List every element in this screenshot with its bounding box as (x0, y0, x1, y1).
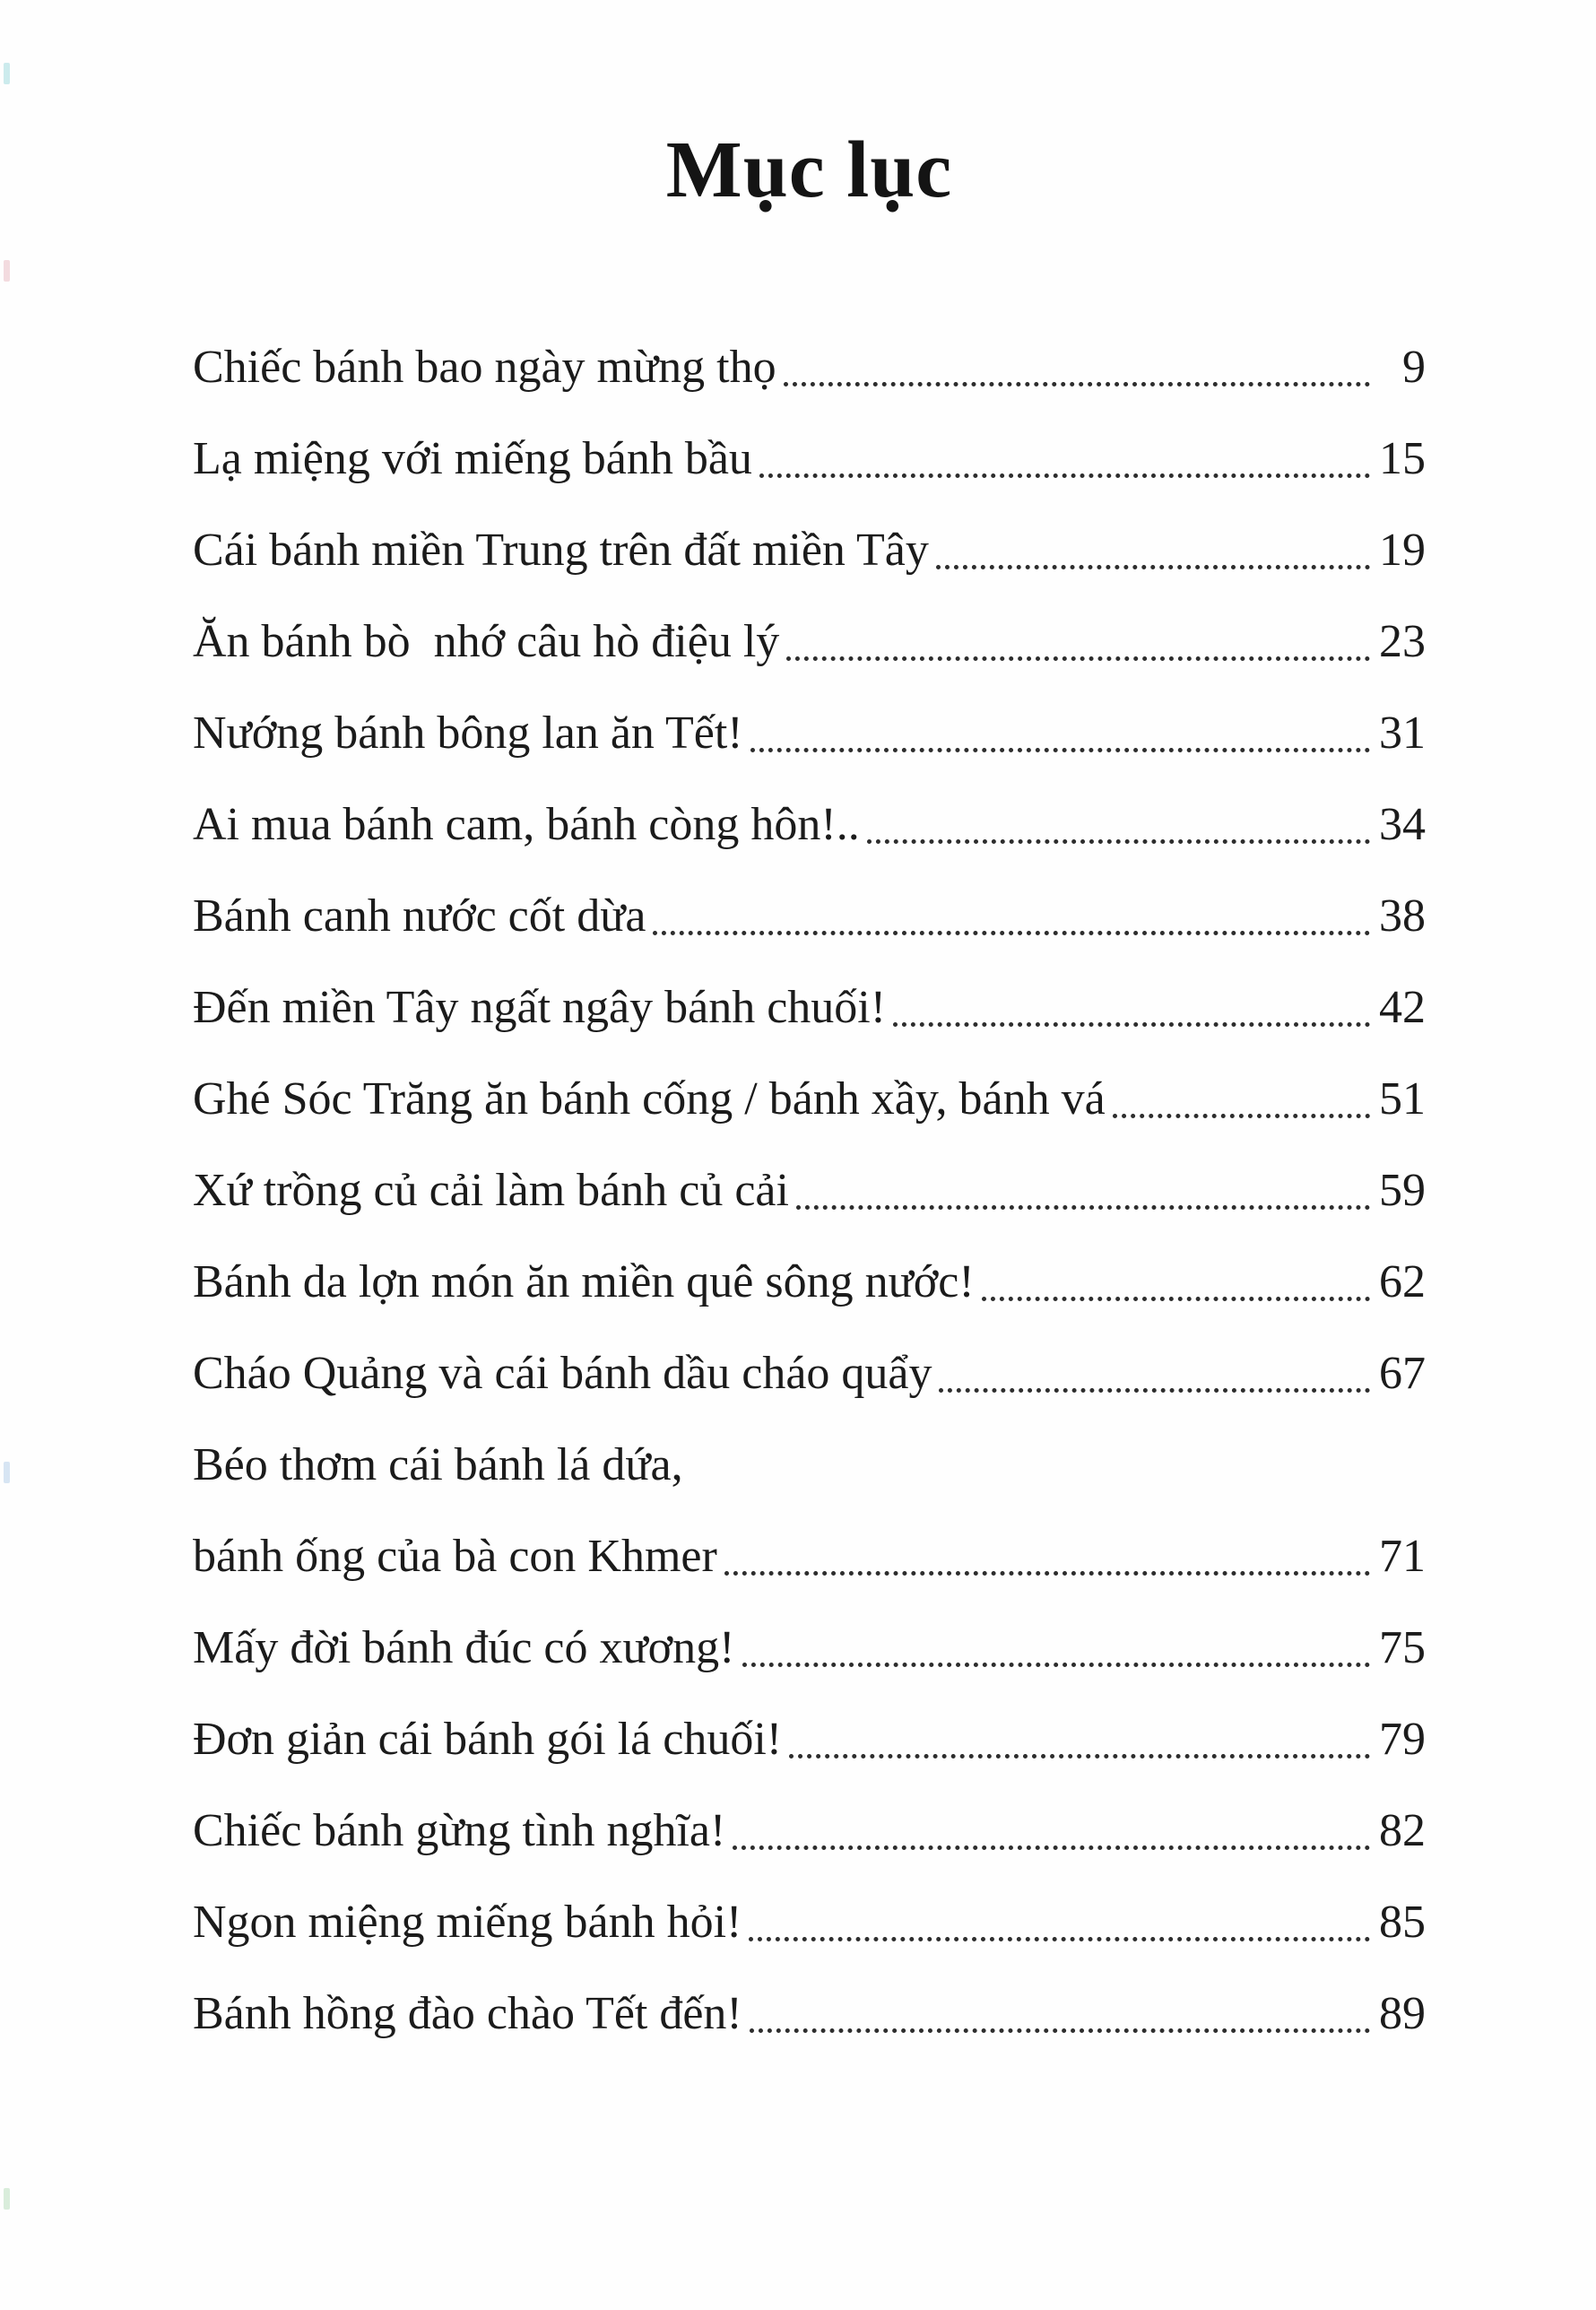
entry-label: Xứ trồng củ cải làm bánh củ cải (193, 1165, 789, 1216)
dot-leader (796, 1205, 1370, 1210)
toc-entry-line (193, 1145, 1426, 1237)
toc-entry-line (193, 322, 1426, 413)
toc-list (193, 322, 1426, 2060)
entry-label: Béo thơm cái bánh lá dứa, (193, 1439, 683, 1490)
dot-leader (982, 1297, 1370, 1301)
entry-label: Mấy đời bánh đúc có xương! (193, 1622, 735, 1673)
toc-entry-line (193, 1237, 1426, 1328)
scan-artifact (4, 63, 10, 84)
toc-entry (193, 779, 1426, 871)
toc-entry-line (193, 1968, 1426, 2060)
toc-entry (193, 322, 1426, 413)
toc-entry-line (193, 1420, 1426, 1511)
page-number: 82 (1379, 1805, 1426, 1856)
page-number: 89 (1379, 1988, 1426, 2039)
dot-leader (653, 931, 1370, 935)
toc-entry (193, 1877, 1426, 1968)
dot-leader (786, 656, 1370, 661)
toc-entry (193, 413, 1426, 505)
dot-leader (936, 565, 1370, 569)
toc-entry (193, 1328, 1426, 1420)
toc-entry (193, 962, 1426, 1054)
entry-label: Chiếc bánh gừng tình nghĩa! (193, 1805, 726, 1856)
page-number: 79 (1379, 1714, 1426, 1765)
dot-leader (750, 2028, 1370, 2033)
page-number: 15 (1379, 433, 1426, 484)
entry-label: Chiếc bánh bao ngày mừng thọ (193, 342, 776, 393)
toc-entry-line (193, 962, 1426, 1054)
entry-label: Đơn giản cái bánh gói lá chuối! (193, 1714, 783, 1765)
page-title: Mục lục (665, 126, 953, 214)
page-number: 34 (1379, 799, 1426, 850)
toc-entry-line (193, 1694, 1426, 1785)
scan-artifact (4, 2188, 10, 2210)
dot-leader (724, 1571, 1370, 1576)
page-number: 59 (1379, 1165, 1426, 1216)
dot-leader (784, 382, 1370, 386)
toc-entry (193, 1237, 1426, 1328)
entry-label: Bánh da lợn món ăn miền quê sông nước! (193, 1256, 975, 1307)
toc-entry-line (193, 779, 1426, 871)
toc-entry (193, 688, 1426, 779)
page-number: 31 (1379, 708, 1426, 759)
entry-label: Ai mua bánh cam, bánh còng hôn!.. (193, 799, 860, 850)
dot-leader (749, 1937, 1370, 1941)
page-number: 23 (1379, 616, 1426, 667)
toc-entry-line (193, 688, 1426, 779)
page-number: 38 (1379, 890, 1426, 942)
dot-leader (742, 1663, 1371, 1667)
toc-entry-line (193, 1511, 1426, 1602)
dot-leader (1113, 1114, 1370, 1118)
toc-entry-line (193, 596, 1426, 688)
toc-entry-line (193, 1328, 1426, 1420)
toc-entry-line (193, 413, 1426, 505)
toc-entry-line (193, 1054, 1426, 1145)
toc-entry-line (193, 1877, 1426, 1968)
entry-label: Nướng bánh bông lan ăn Tết! (193, 708, 743, 759)
toc-entry-line (193, 1602, 1426, 1694)
page-number: 42 (1379, 982, 1426, 1033)
page-number: 51 (1379, 1073, 1426, 1125)
toc-entry-line (193, 1785, 1426, 1877)
page-number: 9 (1402, 342, 1426, 393)
entry-label: Ghé Sóc Trăng ăn bánh cống / bánh xầy, bánh vá (193, 1073, 1106, 1125)
entry-label: bánh ống của bà con Khmer (193, 1531, 717, 1582)
toc-entry (193, 1694, 1426, 1785)
toc-entry (193, 1968, 1426, 2060)
toc-entry (193, 1785, 1426, 1877)
toc-entry (193, 1420, 1426, 1602)
toc-entry (193, 1602, 1426, 1694)
toc-entry (193, 1145, 1426, 1237)
page-number: 67 (1379, 1348, 1426, 1399)
entry-label: Ăn bánh bò nhớ câu hò điệu lý (193, 616, 780, 667)
entry-label: Cái bánh miền Trung trên đất miền Tây (193, 525, 929, 576)
page-number: 85 (1379, 1897, 1426, 1948)
entry-label: Cháo Quảng và cái bánh dầu cháo quẩy (193, 1348, 932, 1399)
page-number: 19 (1379, 525, 1426, 576)
entry-label: Bánh hồng đào chào Tết đến! (193, 1988, 742, 2039)
entry-label: Đến miền Tây ngất ngây bánh chuối! (193, 982, 887, 1033)
entry-label: Ngon miệng miếng bánh hỏi! (193, 1897, 742, 1948)
toc-entry (193, 505, 1426, 596)
page-number: 71 (1379, 1531, 1426, 1582)
toc-entry (193, 596, 1426, 688)
toc-entry (193, 1054, 1426, 1145)
scan-artifact (4, 1462, 10, 1483)
dot-leader (733, 1845, 1370, 1850)
scan-artifact (4, 260, 10, 282)
toc-entry-line (193, 505, 1426, 596)
dot-leader (939, 1388, 1370, 1393)
entry-label: Bánh canh nước cốt dừa (193, 890, 646, 942)
toc-entry-line (193, 871, 1426, 962)
dot-leader (867, 839, 1370, 844)
dot-leader (789, 1754, 1370, 1759)
dot-leader (759, 473, 1370, 478)
page-number: 75 (1379, 1622, 1426, 1673)
dot-leader (750, 748, 1370, 752)
toc-entry (193, 871, 1426, 962)
entry-label: Lạ miệng với miếng bánh bầu (193, 433, 752, 484)
dot-leader (893, 1022, 1370, 1027)
page-number: 62 (1379, 1256, 1426, 1307)
